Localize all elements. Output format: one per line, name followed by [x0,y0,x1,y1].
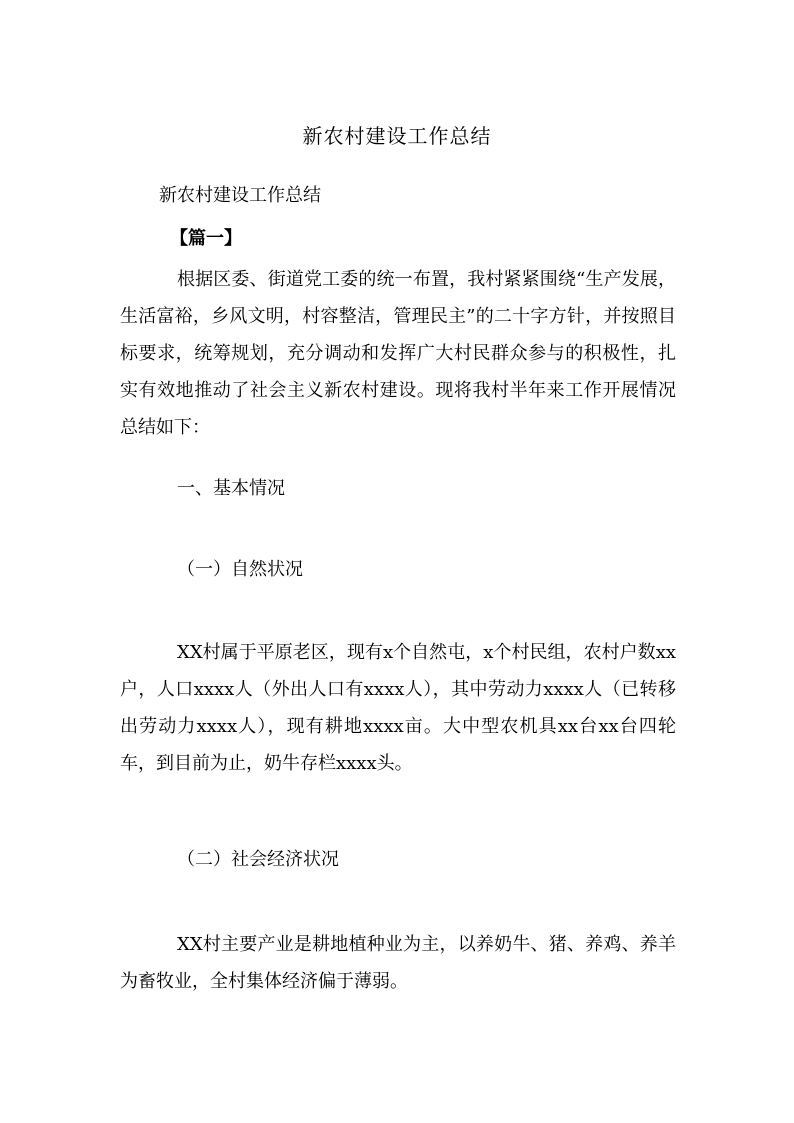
section-label: 【篇一】 [170,228,242,249]
heading-basic-info: 一、基本情况 [177,478,285,499]
heading-economic-status: （二）社会经济状况 [177,849,339,870]
natural-status-paragraph: XX村属于平原老区，现有x个自然屯，x个村民组，农村户数xx户，人口xxxx人（外出人口有xxxx人），其中劳动力xxxx人（已转移出劳动力xxxx人），现有耕地xxxx亩。大中型农机具xx台xx台四轮车，到目前为止，奶牛存栏xxxx头。 [120,642,676,774]
document-title: 新农村建设工作总结 [302,124,492,148]
heading-natural-status: （一）自然状况 [177,559,303,580]
document-subtitle: 新农村建设工作总结 [159,185,321,206]
economic-status-paragraph: XX村主要产业是耕地植种业为主，以养奶牛、猪、养鸡、养羊为畜牧业，全村集体经济偏于薄弱。 [120,934,676,992]
intro-paragraph: 根据区委、街道党工委的统一布置，我村紧紧围绕“生产发展，生活富裕，乡风文明，村容整洁，管理民主”的二十字方针，并按照目标要求，统筹规划，充分调动和发挥广大村民群众参与的积极性，扎实有效地推动了社会主义新农村建设。现将我村半年来工作开展情况总结如下： [120,269,676,438]
